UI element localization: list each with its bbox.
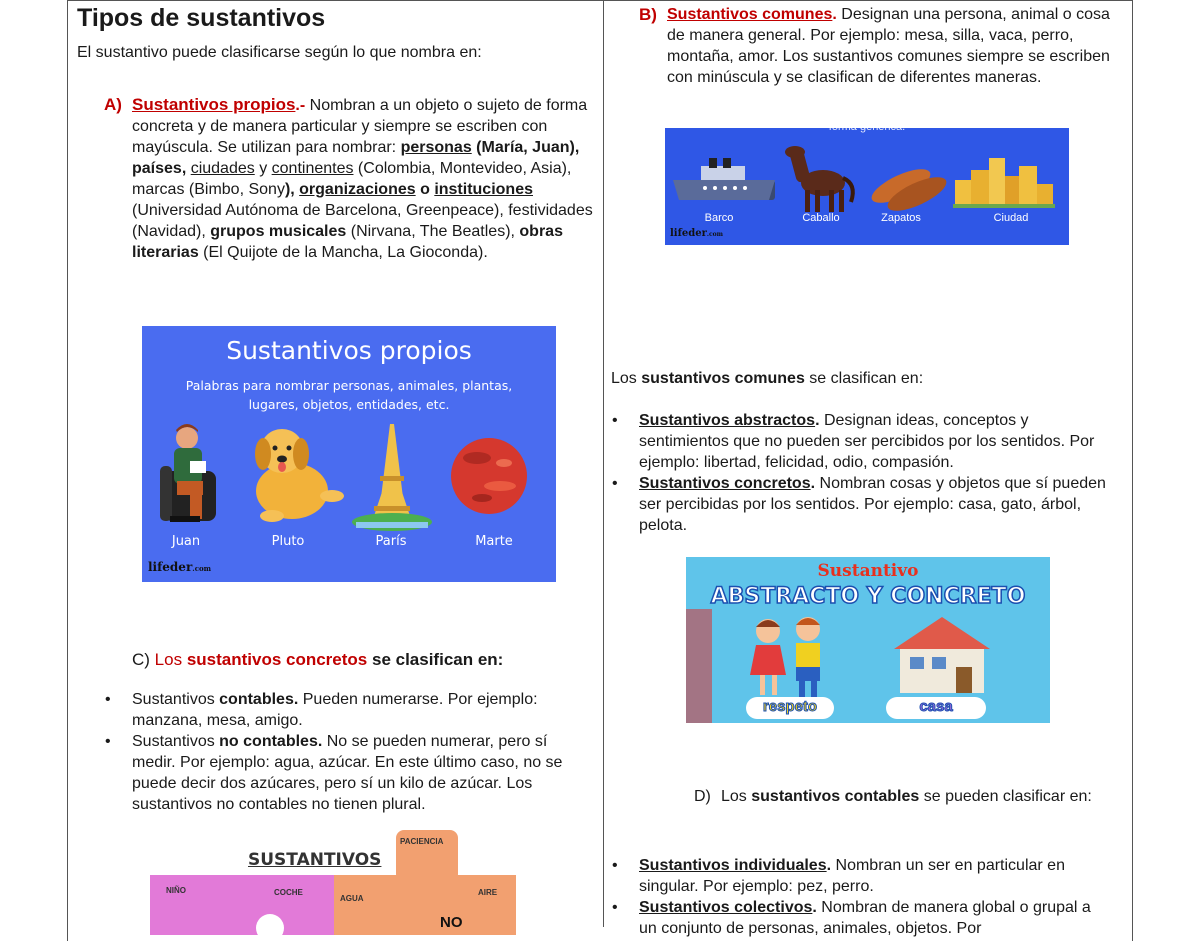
image-abstracto-concreto	[686, 557, 1050, 723]
close-paren: )	[284, 181, 291, 198]
section-b-text: Designan una persona, animal o cosa de manera general. Por ejemplo: mesa, silla, vaca, perro, montaña, amor. Los sustantivos comunes siempre se escriben con minúscula y se clasifican de diferentes maneras.	[667, 6, 1110, 86]
obras: obras literarias	[132, 223, 563, 261]
section-c-prefix: C)	[132, 650, 155, 669]
page-title: Tipos de sustantivos	[77, 4, 326, 32]
propios-label-pluto: Pluto	[271, 534, 305, 549]
list-item: • Sustantivos abstractos. Designan ideas, conceptos y sentimientos que no pueden ser percibidos por los sentidos. Por ejemplo: libertad, felicidad, odio, compasión.	[612, 410, 1112, 473]
abstracto-illustrations	[686, 557, 1050, 723]
list-item: • Sustantivos concretos. Nombran cosas y objetos que sí pueden ser percibidas por los sentidos. Por ejemplo: casa, gato, árbol, pelota.	[612, 473, 1112, 536]
marte-planet-icon	[451, 438, 527, 514]
propios-brand: lifeder.com	[148, 560, 212, 574]
puzzle-piece-label: NIÑO	[166, 886, 186, 895]
propios-label-marte: Marte	[475, 534, 513, 549]
abstracto-label-casa: casa	[919, 698, 953, 715]
caballo-horse-icon	[785, 146, 853, 212]
puzzle-piece-label: PACIENCIA	[400, 837, 444, 846]
children-icon	[750, 617, 820, 697]
ciudad-city-icon	[953, 158, 1055, 208]
section-a-text: Nombran a un objeto o sujeto de forma concreta y de manera particular y siempre se escriben con mayúscula. Se utilizan para nombrar:	[132, 97, 588, 156]
o: o	[415, 181, 435, 198]
grupos-ex: (Nirvana, The Beatles),	[346, 223, 520, 240]
places-ex: (Colombia, Montevideo, Asia), marcas (Bimbo, Sony	[132, 160, 572, 198]
propios-label-paris: París	[375, 534, 407, 549]
list-item: • Sustantivos contables. Pueden numerarse. Por ejemplo: manzana, mesa, amigo.	[105, 689, 595, 731]
comunes-label: Caballo	[802, 212, 840, 224]
comunes-list	[612, 410, 1112, 536]
section-a-paragraph	[132, 94, 594, 263]
abstracto-image-subtitle: ABSTRACTO Y CONCRETO	[710, 584, 1026, 609]
inst-ex: (Universidad Autónoma de Barcelona, Greenpeace), festividades (Navidad),	[132, 202, 593, 240]
puzzle-piece-label: NO	[440, 914, 463, 931]
comunes-illustrations	[665, 128, 1069, 245]
section-c-los: Los	[154, 650, 187, 669]
column-divider	[603, 0, 604, 927]
list-item: • Sustantivos no contables. No se pueden numerar, pero sí medir. Por ejemplo: agua, azúcar. En este último caso, no se puede decir dos azúcares, pero sí un kilo de azúcar. Los sustantivos no contables no tienen plural.	[105, 731, 595, 815]
abstracto-image-title: Sustantivo	[817, 561, 919, 581]
section-b-dot: .	[832, 6, 837, 23]
propios-label-juan: Juan	[171, 534, 201, 549]
comunes-label: Ciudad	[993, 212, 1029, 224]
paises: países	[132, 160, 182, 177]
intro-text: El sustantivo puede clasificarse según lo que nombra en:	[77, 44, 482, 61]
pluto-dog-icon	[255, 429, 344, 522]
comunes-label: Zapatos	[881, 212, 921, 224]
instituciones: instituciones	[434, 181, 533, 198]
obras-ex: (El Quijote de la Mancha, La Gioconda).	[198, 244, 488, 261]
comma: ,	[181, 160, 191, 177]
comunes-top-text: forma genérica.	[828, 121, 906, 133]
comunes-label: Barco	[704, 212, 734, 224]
puzzle-piece-label: COCHE	[274, 888, 303, 897]
list-item: • Sustantivos colectivos. Nombran de manera global o grupal a un conjunto de personas, animales, objetos. Por	[612, 897, 1112, 939]
personas-ex: (María, Juan),	[471, 139, 580, 156]
personas: personas	[400, 139, 472, 156]
comunes-brand: lifeder.com	[670, 228, 723, 239]
section-b-letter: B)	[639, 5, 657, 24]
image-sustantivos-propios	[142, 326, 556, 582]
zapatos-shoes-icon	[867, 163, 950, 218]
continentes: continentes	[271, 160, 354, 177]
organizaciones: organizaciones	[299, 181, 416, 198]
section-a-letter: A)	[104, 95, 122, 114]
puzzle-piece-label: AGUA	[340, 894, 364, 903]
puzzle-pieces	[148, 830, 518, 927]
barco-ship-icon	[673, 158, 775, 200]
section-a-heading: Sustantivos propios	[132, 95, 296, 114]
juan-person-icon	[160, 424, 216, 522]
section-b-heading: Sustantivos comunes	[667, 6, 833, 23]
comunes-intro: Los sustantivos comunes se clasifican en:	[611, 370, 924, 387]
house-icon	[894, 617, 990, 693]
list-item: • Sustantivos individuales. Nombran un ser en particular en singular. Por ejemplo: pez, perro.	[612, 855, 1112, 897]
grupos: grupos musicales	[210, 223, 347, 240]
section-c-heading	[132, 649, 503, 670]
paris-eiffel-tower-icon	[352, 424, 432, 531]
section-c-list	[105, 689, 595, 815]
section-c-suffix: se clasifican en:	[367, 650, 504, 669]
section-d-prefix: D)	[694, 788, 711, 805]
section-b-paragraph	[667, 4, 1117, 88]
image-sustantivos-puzzle	[148, 830, 518, 931]
puzzle-title: SUSTANTIVOS	[248, 850, 382, 870]
propios-image-subtitle: Palabras para nombrar personas, animales, plantas, lugares, objetos, entidades, etc.	[185, 378, 513, 412]
propios-image-title: Sustantivos propios	[226, 336, 472, 365]
contables-list	[612, 855, 1112, 939]
section-c-title: sustantivos concretos	[186, 650, 368, 669]
puzzle-piece-label: AIRE	[478, 888, 498, 897]
image-sustantivos-comunes	[665, 121, 1069, 245]
comma-2: ,	[290, 181, 300, 198]
ciudades: ciudades	[190, 160, 255, 177]
section-a-heading-suffix: .-	[295, 97, 306, 114]
abstracto-label-respeto: respeto	[762, 698, 818, 715]
section-d-paragraph: Los sustantivos contables se pueden clasificar en:	[721, 788, 1092, 805]
y: y	[254, 160, 272, 177]
